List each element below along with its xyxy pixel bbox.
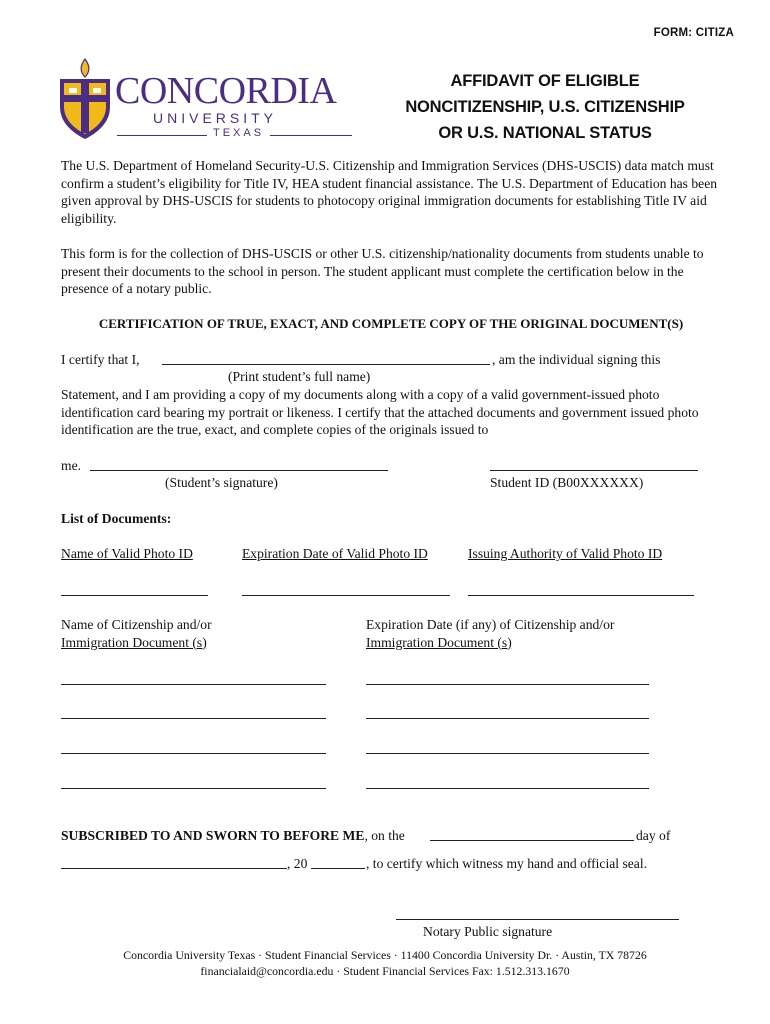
footer-line-2: financialaid@concordia.edu · Student Financial Services Fax: 1.512.313.1670 [200, 964, 570, 978]
title-line-3: OR U.S. NATIONAL STATUS [438, 124, 652, 142]
print-name-caption: (Print student’s full name) [228, 369, 371, 384]
citizenship-expiration-field-2[interactable] [366, 718, 649, 719]
intro-paragraph-1: The U.S. Department of Homeland Security-U.S. Citizenship and Immigration Services (DHS-USCIS) data match must confirm a student’s eligibility for Title IV, HEA student financial assistance. The U.S. Department of Education has been given approval by DHS-USCIS for students to photocopy original immigration documents for establishing Title IV aid eligibility. [61, 158, 718, 226]
concordia-logo [57, 55, 357, 145]
citizenship-expiration-header [366, 616, 614, 651]
notary-year-field[interactable] [311, 868, 365, 869]
citizenship-expiration-field-4[interactable] [366, 788, 649, 789]
day-of-text: day of [636, 828, 671, 843]
student-id-caption: Student ID (B00XXXXXX) [490, 475, 644, 490]
certification-heading: CERTIFICATION OF TRUE, EXACT, AND COMPLETE COPY OF THE ORIGINAL DOCUMENT(S) [98, 316, 684, 331]
citizenship-expiration-header-line2: Immigration Document (s) [366, 634, 512, 650]
citizenship-expiration-field-3[interactable] [366, 753, 649, 754]
citizenship-doc-header-line1: Name of Citizenship and/or [61, 617, 212, 632]
notary-day-field[interactable] [430, 840, 634, 841]
photo-id-authority-header: Issuing Authority of Valid Photo ID [468, 546, 663, 561]
photo-id-expiration-header: Expiration Date of Valid Photo ID [242, 546, 428, 561]
i-certify-text: I certify that I, [61, 352, 140, 367]
photo-id-name-field[interactable] [61, 595, 208, 596]
citizenship-doc-field-4[interactable] [61, 788, 326, 789]
logo-university: UNIVERSITY [153, 110, 278, 126]
student-name-field[interactable] [162, 364, 490, 365]
logo-name: CONCORDIA [115, 70, 337, 112]
certify-witness-text: , to certify which witness my hand and official seal. [366, 856, 647, 871]
student-signature-caption: (Student’s signature) [165, 475, 278, 490]
me-text: me. [61, 458, 82, 473]
photo-id-name-header: Name of Valid Photo ID [61, 546, 193, 561]
on-the-text: , on the [364, 828, 405, 843]
page-title [380, 68, 710, 146]
sworn-line [61, 827, 405, 845]
citizenship-doc-header [61, 616, 212, 651]
photo-id-authority-field[interactable] [468, 595, 694, 596]
citizenship-doc-field-1[interactable] [61, 684, 326, 685]
footer-line-1: Concordia University Texas · Student Financial Services · 11400 Concordia University Dr. · Austin, TX 78726 [123, 948, 647, 962]
student-signature-field[interactable] [90, 470, 388, 471]
citizenship-expiration-header-line1: Expiration Date (if any) of Citizenship and/or [366, 617, 615, 632]
citizenship-doc-field-2[interactable] [61, 718, 326, 719]
form-code: FORM: CITIZA [653, 27, 734, 39]
citizenship-doc-header-line2: Immigration Document (s) [61, 634, 207, 650]
documents-heading: List of Documents: [61, 511, 172, 526]
title-line-2: NONCITIZENSHIP, U.S. CITIZENSHIP [405, 98, 685, 116]
logo-texas: TEXAS [207, 127, 270, 139]
individual-signing-text: , am the individual signing this [492, 352, 661, 367]
notary-month-field[interactable] [61, 868, 287, 869]
certification-statement: Statement, and I am providing a copy of my documents along with a copy of a valid government-issued photo identification card bearing my portrait or likeness. I certify that the attached documents and government issued photo identification are the true, exact, and complete copies of the originals issued to [61, 387, 699, 437]
notary-signature-field[interactable] [396, 919, 679, 920]
twenty-text: , 20 [287, 856, 308, 871]
sworn-bold-text: SUBSCRIBED TO AND SWORN TO BEFORE ME [61, 828, 365, 843]
title-line-1: AFFIDAVIT OF ELIGIBLE [450, 72, 640, 90]
footer [40, 947, 730, 979]
citizenship-doc-field-3[interactable] [61, 753, 326, 754]
intro-paragraph-2: This form is for the collection of DHS-USCIS or other U.S. citizenship/nationality documents from students unable to present their documents to the school in person. The student applicant must complete the certification below in the presence of a notary public. [61, 246, 704, 296]
citizenship-expiration-field-1[interactable] [366, 684, 649, 685]
notary-signature-caption: Notary Public signature [423, 924, 553, 939]
student-id-field[interactable] [490, 470, 698, 471]
photo-id-expiration-field[interactable] [242, 595, 450, 596]
